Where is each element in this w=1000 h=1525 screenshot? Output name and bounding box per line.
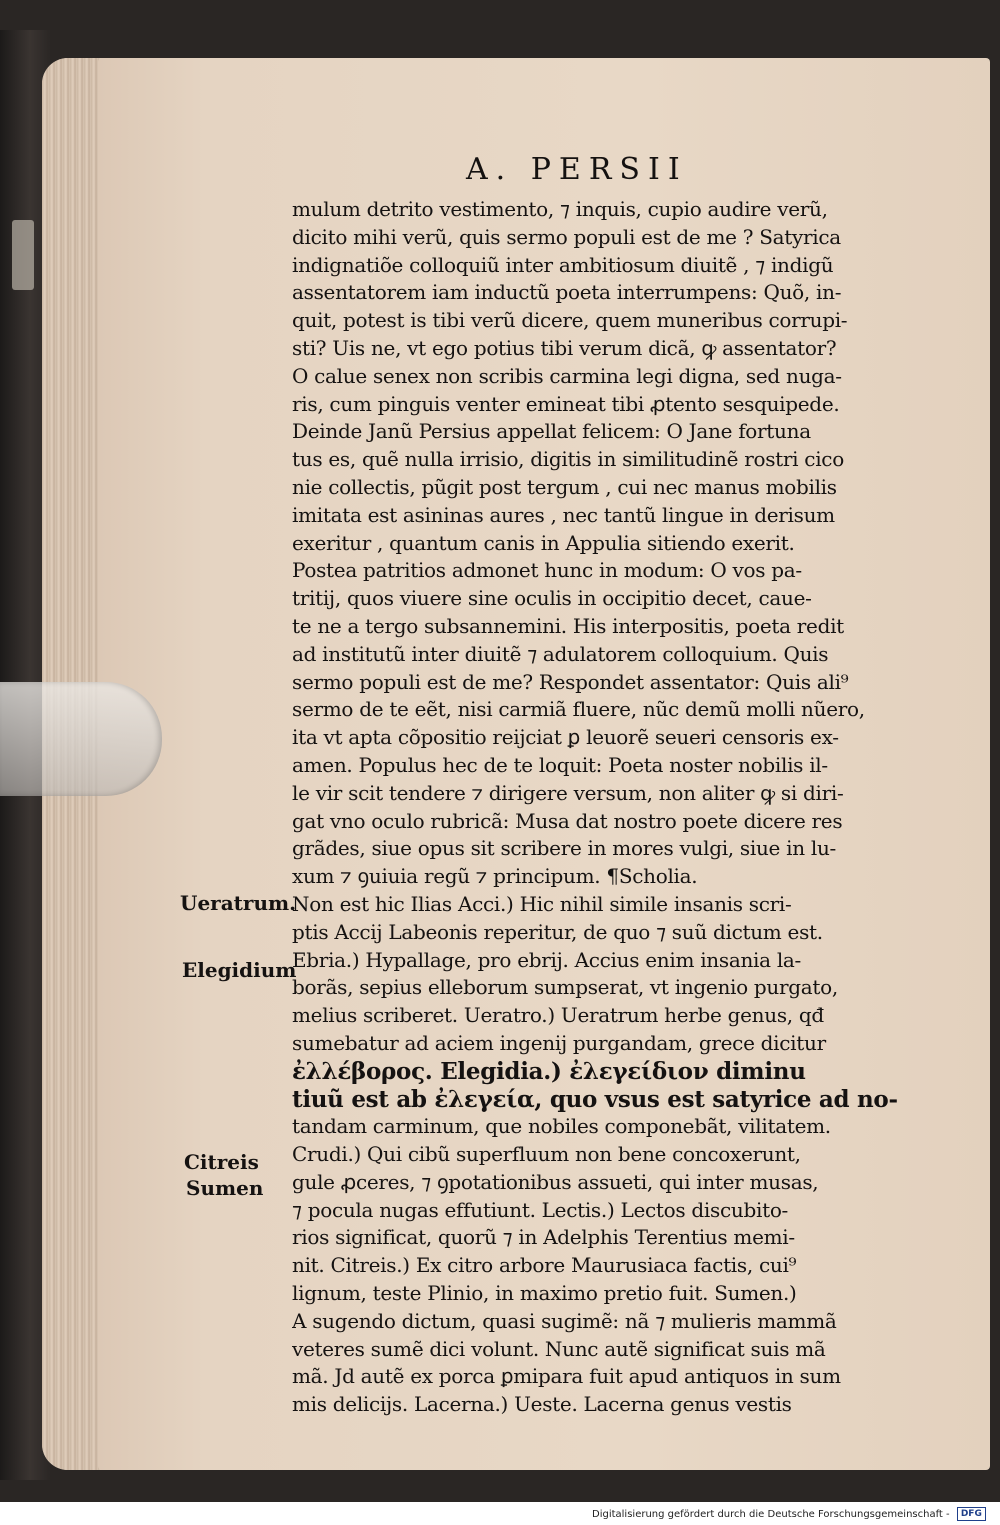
text-line: ⁊ pocula nugas effutiunt. Lectis.) Lectos discubito- — [292, 1197, 789, 1222]
text-line: indignatiõe colloquiũ inter ambitiosum diuitẽ , ⁊ indigũ — [292, 252, 834, 277]
text-line: te ne a tergo subsannemini. His interpositis, poeta redit — [292, 613, 844, 638]
page-clip — [0, 682, 162, 796]
text-line: ad institutũ inter diuitẽ ⁊ adulatorem colloquium. Quis — [292, 641, 829, 666]
text-line: nit. Citreis.) Ex citro arbore Maurusiaca factis, cui⁹ — [292, 1253, 797, 1278]
cover-wear-mark — [12, 220, 34, 290]
text-line: melius scriberet. Ueratro.) Ueratrum herbe genus, qđ — [292, 1003, 824, 1028]
text-line: tritij, quos viuere sine oculis in occipitio decet, caue- — [292, 586, 812, 611]
text-line: sermo populi est de me? Respondet assentator: Quis ali⁹ — [292, 669, 849, 694]
text-line: lignum, teste Plinio, in maximo pretio fuit. Sumen.) — [292, 1281, 797, 1306]
running-header: A. PERSII — [466, 152, 688, 187]
text-line: A sugendo dictum, quasi sugimẽ: nã ⁊ mulieris mammã — [292, 1308, 837, 1333]
margin-note-elegidium: Elegidium — [182, 958, 297, 982]
text-line: ita vt apta cõpositio reijciat ꝑ leuorẽ seueri censoris ex- — [292, 725, 839, 750]
text-line: amen. Populus hec de te loquit: Poeta noster nobilis il- — [292, 752, 828, 777]
text-line: Crudi.) Qui cibũ superfluum non bene concoxerunt, — [292, 1142, 801, 1167]
text-line: le vir scit tendere ⁊ dirigere versum, non aliter ꝙ si diri- — [292, 780, 844, 805]
text-line: mulum detrito vestimento, ⁊ inquis, cupio audire verũ, — [292, 197, 828, 221]
margin-note-sumen: Sumen — [186, 1176, 264, 1200]
text-line: dicito mihi verũ, quis sermo populi est de me ? Satyrica — [292, 224, 841, 249]
text-line: mis delicijs. Lacerna.) Ueste. Lacerna genus vestis — [292, 1392, 792, 1417]
text-line: Ebria.) Hypallage, pro ebrij. Accius enim insania la- — [292, 947, 801, 972]
text-line: ris, cum pinguis venter emineat tibi ꝓtento sesquipede. — [292, 391, 840, 416]
text-line: mã. Jd autẽ ex porca ꝑmipara fuit apud antiquos in sum — [292, 1364, 841, 1389]
text-line: quit, potest is tibi verũ dicere, quem muneribus corrupi- — [292, 308, 848, 333]
footer — [592, 1507, 992, 1523]
margin-note-citreis: Citreis — [184, 1150, 259, 1174]
footer-credit: Digitalisierung gefördert durch die Deutsche Forschungsgemeinschaft - — [592, 1509, 950, 1520]
text-line: exeritur , quantum canis in Appulia sitiendo exerit. — [292, 530, 795, 555]
text-line: ἐλλέβορος. Elegidia.) ἐλεγείδιον diminu — [292, 1057, 806, 1085]
text-line: tiuũ est ab ἐλεγεία, quo vsus est satyrice ad no- — [292, 1085, 898, 1113]
text-line: veteres sumẽ dici volunt. Nunc autẽ significat suis mã — [292, 1336, 826, 1361]
text-line: tandam carminum, que nobiles componebãt, vilitatem. — [292, 1114, 831, 1139]
text-line: xum ⁊ ꝯuiuia regũ ⁊ principum. ¶Scholia. — [292, 864, 698, 889]
text-line: Deinde Janũ Persius appellat felicem: O Jane fortuna — [292, 419, 811, 444]
text-line: ptis Accij Labeonis reperitur, de quo ⁊ suũ dictum est. — [292, 919, 823, 944]
text-line: tus es, quẽ nulla irrisio, digitis in similitudinẽ rostri cico — [292, 447, 844, 472]
text-line: Postea patritios admonet hunc in modum: O vos pa- — [292, 558, 802, 583]
margin-note-veratrum: Ueratrum. — [180, 891, 297, 915]
text-line: Non est hic Ilias Acci.) Hic nihil simile insanis scri- — [292, 891, 792, 916]
text-line: sumebatur ad aciem ingenij purgandam, grece dicitur — [292, 1030, 826, 1055]
text-line: imitata est asininas aures , nec tantũ lingue in derisum — [292, 502, 835, 527]
text-line: O calue senex non scribis carmina legi digna, sed nuga- — [292, 363, 842, 388]
text-line: gat vno oculo rubricã: Musa dat nostro poete dicere res — [292, 808, 843, 833]
text-line: gule ꝓceres, ⁊ ꝯpotationibus assueti, qui inter musas, — [292, 1169, 819, 1194]
body-text — [292, 196, 912, 1419]
text-line: nie collectis, pũgit post tergum , cui nec manus mobilis — [292, 474, 837, 499]
text-line: assentatorem iam inductũ poeta interrumpens: Quõ, in- — [292, 280, 842, 305]
text-line: borãs, sepius elleborum sumpserat, vt ingenio purgato, — [292, 975, 838, 1000]
text-line: grãdes, siue opus sit scribere in mores vulgi, siue in lu- — [292, 836, 837, 861]
text-line: sti? Uis ne, vt ego potius tibi verum dicã, ꝙ assentator? — [292, 335, 837, 360]
text-line: sermo de te eẽt, nisi carmiã fluere, nũc demũ molli nũero, — [292, 697, 865, 722]
text-line: rios significat, quorũ ⁊ in Adelphis Terentius memi- — [292, 1225, 795, 1250]
dfg-logo[interactable]: DFG — [957, 1507, 986, 1521]
